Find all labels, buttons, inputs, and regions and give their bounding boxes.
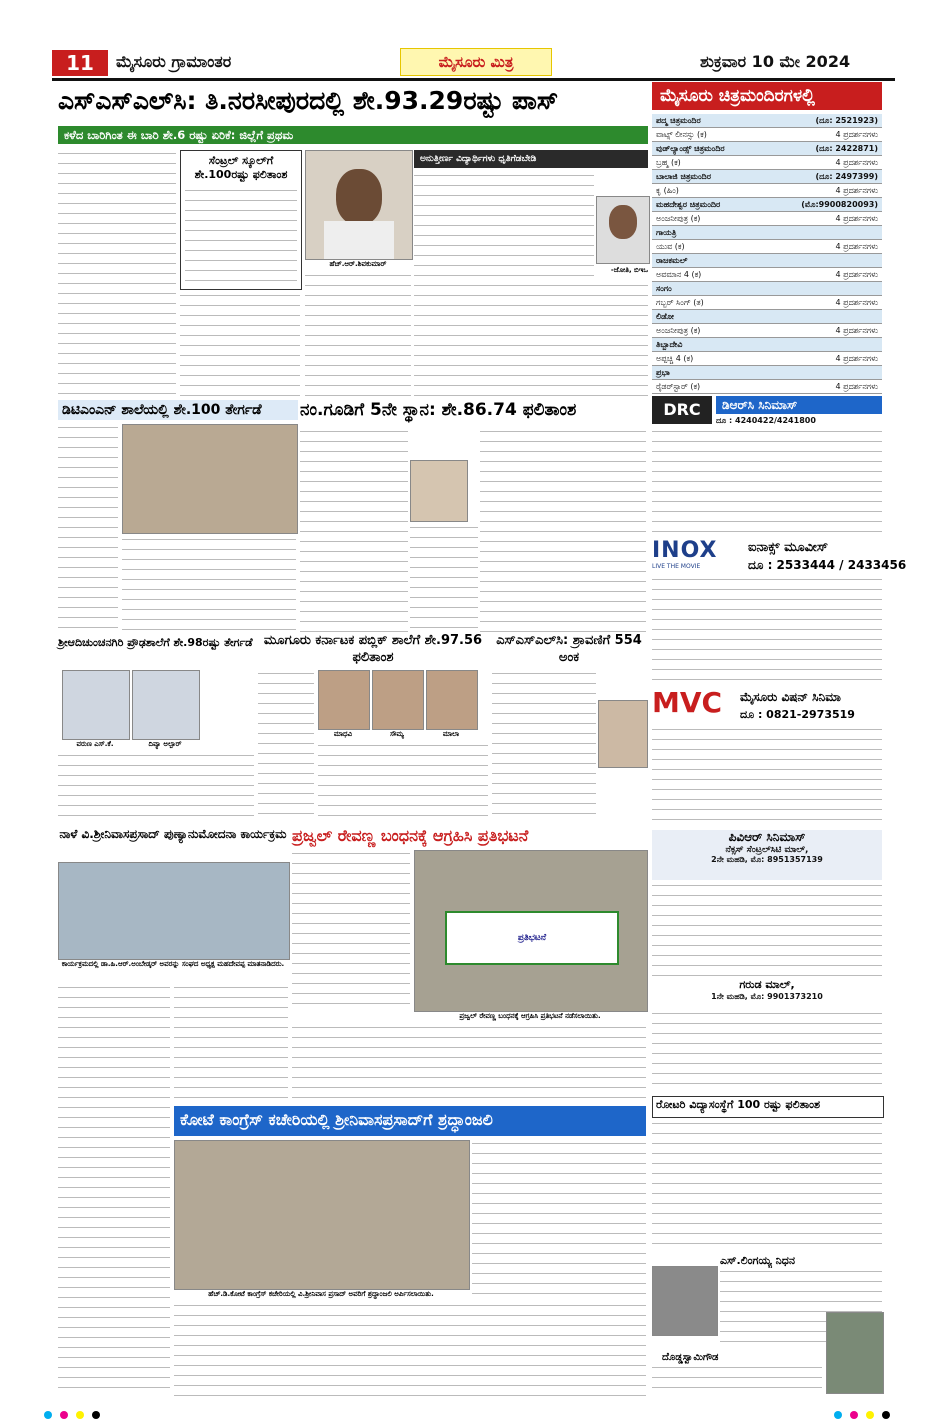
moogur-photo-3 <box>426 670 478 730</box>
obituary-title-1: ಎಸ್.ಲಿಂಗಯ್ಯ ನಿಧನ <box>720 1254 795 1267</box>
moogur-col1 <box>258 670 314 820</box>
theatre-row-shows: 4 ಪ್ರದರ್ಶನಗಳು <box>835 186 878 195</box>
prajwal-col1 <box>292 850 410 1010</box>
prajwal-text <box>292 1024 646 1100</box>
theatre-row-name: ಬ್ರಹ್ಮ (ಕ) <box>656 158 681 167</box>
beo-byline: -ಜೋತಿ, ಬಿಇಒ <box>610 266 648 274</box>
dtmn-text-col <box>58 424 118 634</box>
theatre-row-shows: 4 ಪ್ರದರ್ಶನಗಳು <box>835 326 878 335</box>
mvc-title: ಮೈಸೂರು ವಿಷನ್ ಸಿನಿಮಾ <box>740 690 841 704</box>
theatre-row-shows: 4 ಪ್ರದರ್ಶನಗಳು <box>835 242 878 251</box>
prajwal-protest-photo <box>414 850 648 1012</box>
mvc-phone: ದೂ : 0821-2973519 <box>740 708 855 721</box>
garuda-phone: 1ನೇ ಮಹಡಿ, ಮೊ: 9901373210 <box>711 992 823 1001</box>
garuda-schedule <box>652 1010 882 1090</box>
moogur-photo-1 <box>318 670 370 730</box>
theatre-row <box>652 282 882 296</box>
theatre-row-name: ಪ್ರಭಾ <box>656 368 670 377</box>
paper-name: ಮೈಸೂರು ಮಿತ್ರ <box>400 48 552 76</box>
kote-photo <box>174 1140 470 1290</box>
beo-photo <box>596 196 650 264</box>
moogur-cap-2: ಸೌಮ್ಯ <box>390 730 404 738</box>
dtmn-text-col2 <box>122 536 296 634</box>
pvr-title: ಪಿವಿಆರ್ ಸಿನಿಮಾಸ್ <box>728 830 806 844</box>
theatre-row-name: ವುಡ್‌ಲ್ಯಾಂಡ್ಸ್ ಚಿತ್ರಮಂದಿರ <box>656 144 725 153</box>
obituary-title-2: ದೊಡ್ಡಸ್ವಾಮಿಗೌಡ <box>662 1352 719 1363</box>
pvr-header <box>652 830 882 880</box>
nanjangud-col3 <box>480 428 646 632</box>
kote-col-right <box>472 1140 646 1300</box>
rotary-headline: ರೋಟರಿ ವಿದ್ಯಾಸಂಸ್ಥೆಗೆ 100 ರಷ್ಟು ಫಲಿತಾಂಶ <box>656 1098 821 1111</box>
inox-tagline: LIVE THE MOVIE <box>652 563 701 570</box>
theatre-row-shows: 4 ಪ್ರದರ್ಶನಗಳು <box>835 354 878 363</box>
inox-title: ಐನಾಕ್ಸ್ ಮೂವೀಸ್ <box>748 540 828 555</box>
prajwal-caption: ಪ್ರಜ್ವಲ್ ರೇವಣ್ಣ ಬಂಧನಕ್ಕೆ ಆಗ್ರಹಿಸಿ ಪ್ರತಿಭಟನೆ ನಡೆಸಲಾಯಿತು. <box>459 1012 601 1020</box>
theatre-row <box>652 184 882 198</box>
theatre-row-shows: 4 ಪ್ರದರ್ಶನಗಳು <box>835 270 878 279</box>
student-caption-1: ವರುಣ ಎಸ್.ಕೆ. <box>76 740 114 748</box>
theatre-row-name: ಅಂಜನೀಪುತ್ರ (ಕ) <box>656 326 701 335</box>
inox-logo-text: INOX <box>652 538 718 563</box>
adichunchanagiri-headline: ಶ್ರೀಆದಿಚುಂಚನಗಿರಿ ಪ್ರೌಢಶಾಲೆಗೆ ಶೇ.98ರಷ್ಟು ತೇರ್ಗಡೆ <box>58 636 253 649</box>
student-caption: ಹೆಚ್.ಆರ್.ಶಿವಕುಮಾರ್ <box>329 260 387 268</box>
main-story-col1 <box>58 150 176 402</box>
theatre-row <box>652 212 882 226</box>
main-story-col4 <box>414 282 648 402</box>
obituary-photo-1 <box>652 1266 718 1336</box>
theatre-row <box>652 142 882 156</box>
inox-schedule <box>652 576 882 680</box>
theatre-row <box>652 198 882 212</box>
theatre-row-shows: 4 ಪ್ರದರ್ಶನಗಳು <box>835 214 878 223</box>
theatre-row-name: ಯುವ (ಕ) <box>656 242 685 251</box>
section-title: ಮೈಸೂರು ಗ್ರಾಮಾಂತರ <box>116 52 232 71</box>
student-photo <box>305 150 413 260</box>
garuda-header <box>652 978 882 1008</box>
central-school-text <box>185 187 297 281</box>
fail-students-title: ಅನುತ್ತೀರ್ಣ ವಿದ್ಯಾರ್ಥಿಗಳು ಧೃತಿಗೆಡಬೇಡಿ <box>414 150 648 168</box>
adichunchanagiri-text <box>58 752 254 822</box>
theatre-row <box>652 128 882 142</box>
pvr-phone: 2ನೇ ಮಹಡಿ, ಮೊ: 8951357139 <box>711 855 823 864</box>
theatre-row-phone: (ದೂ: 2521923) <box>815 116 878 125</box>
dtmn-headline: ಡಿಟಿಎಂಎನ್ ಶಾಲೆಯಲ್ಲಿ ಶೇ.100 ತೇರ್ಗಡೆ <box>62 402 262 418</box>
shravani-photo <box>598 700 648 768</box>
pvr-location: ನೆಕ್ಸಸ್ ಸೆಂಟ್ರಲ್‌ಸಿಟಿ ಮಾಲ್, <box>725 845 809 855</box>
theatre-row <box>652 240 882 254</box>
beo-face <box>609 205 637 239</box>
inox-phone: ದೂ : 2533444 / 2433456 <box>748 558 907 572</box>
beo-text <box>414 172 594 280</box>
srinivas-col3 <box>58 1104 170 1396</box>
shravani-text <box>492 670 596 820</box>
theatre-row <box>652 310 882 324</box>
main-subhead: ಕಳೆದ ಬಾರಿಗಿಂತ ಈ ಬಾರಿ ಶೇ.6 ರಷ್ಟು ಏರಿಕೆ: ಜಿಲ್ಲೆಗೆ ಪ್ರಥಮ <box>58 126 648 144</box>
protest-banner: ಪ್ರತಿಭಟನೆ <box>445 911 619 965</box>
theatre-row-name: ಕೃ (ಹಿಂ) <box>656 186 679 195</box>
theatre-row-name: ಮಹದೇಶ್ವರ ಚಿತ್ರಮಂದಿರ <box>656 200 721 209</box>
obituary-photo-2 <box>826 1312 884 1394</box>
theatre-row-name: ಲಿಡೋ <box>656 312 674 321</box>
theatre-row <box>652 352 882 366</box>
kote-caption: ಹೆಚ್.ಡಿ.ಕೋಟೆ ಕಾಂಗ್ರೆಸ್ ಕಚೇರಿಯಲ್ಲಿ ವಿ.ಶ್ರೀನಿವಾಸ ಪ್ರಸಾದ್ ಅವರಿಗೆ ಶ್ರದ್ಧಾಂಜಲಿ ಅರ್ಪಿಸಲಾಯಿತು. <box>208 1290 434 1298</box>
shirt-shape <box>324 221 394 259</box>
theatre-row-shows: 4 ಪ್ರದರ್ಶನಗಳು <box>835 130 878 139</box>
nanjangud-headline: ನಂ.ಗೂಡಿಗೆ 5ನೇ ಸ್ಥಾನ: ಶೇ.86.74 ಫಲಿತಾಂಶ <box>300 400 577 420</box>
theatre-listing <box>652 114 882 394</box>
theatre-row-name: ವಾಟ್ಸ್‌ ಲೀನಸ್ಸು (ಕ) <box>656 130 707 139</box>
theatre-row-name: ಸಂಗಂ <box>656 284 672 293</box>
inox-logo <box>652 538 740 572</box>
main-story-col3 <box>305 272 411 402</box>
moogur-photo-2 <box>372 670 424 730</box>
srinivas-col2 <box>174 984 288 1100</box>
theatre-row-phone: (ಮೊ:9900820093) <box>801 200 878 209</box>
moogur-headline: ಮೂಗೂರು ಕರ್ನಾಟಕ ಪಬ್ಲಿಕ್ ಶಾಲೆಗೆ ಶೇ.97.56 ಫಲಿತಾಂಶ <box>263 633 483 665</box>
theatre-row <box>652 268 882 282</box>
theatre-row-name: ಅಪ್ಪಚ್ಚಿ 4 (ಕ) <box>656 354 694 363</box>
student-caption-2: ದಿವ್ಯಾ ಅಲ್ಪಾರ್ <box>148 740 182 748</box>
mvc-schedule <box>652 726 882 826</box>
kote-headline: ಕೋಟೆ ಕಾಂಗ್ರೆಸ್ ಕಚೇರಿಯಲ್ಲಿ ಶ್ರೀನಿವಾಸಪ್ರಸಾದ್‌ಗೆ ಶ್ರದ್ಧಾಂಜಲಿ <box>180 1110 493 1129</box>
theatre-row <box>652 156 882 170</box>
moogur-cap-1: ಮಾಧವಿ <box>333 730 353 738</box>
drc-schedule <box>652 428 882 532</box>
student-photo-1 <box>62 670 130 740</box>
theatre-row-name: ರೈಡರ್‌ಸ್ಟಾರ್ (ಕ) <box>656 382 701 391</box>
theatre-row <box>652 380 882 394</box>
theatre-row <box>652 226 882 240</box>
page-number-box: 11 <box>52 50 108 76</box>
theatre-row <box>652 366 882 380</box>
drc-phone: ದೂ : 4240422/4241800 <box>716 416 816 425</box>
theatre-row-name: ಪದ್ಮ ಚಿತ್ರಮಂದಿರ <box>656 116 701 125</box>
central-school-box <box>180 150 302 290</box>
theatre-row-name: ಅವಮಾನ 4 (ಕ) <box>656 270 702 279</box>
theatre-row-shows: 4 ಪ್ರದರ್ಶನಗಳು <box>835 382 878 391</box>
srinivas-headline: ನಾಳೆ ವಿ.ಶ್ರೀನಿವಾಸಪ್ರಸಾದ್ ಪುಣ್ಯಾನುಮೋದನಾ ಕಾರ್ಯಕ್ರಮ <box>59 827 287 841</box>
nanjangud-col1 <box>300 428 408 632</box>
main-story-col2b <box>180 292 300 402</box>
srinivas-event-caption: ಕಾರ್ಯಕ್ರಮದಲ್ಲಿ ಡಾ.ಹಿ.ಆರ್.ಅಂಬೇಡ್ಕರ್ ಅವರನ್ನು ಸಂಘದ ಅಧ್ಯಕ್ಷ ಮಹದೇವಪ್ಪ ಮಾತನಾಡಿದರು. <box>61 960 285 968</box>
theatre-row-name: ಗಬ್ಬರ್ ಸಿಂಗ್ (ತ) <box>656 298 704 307</box>
theatre-row <box>652 170 882 184</box>
face-shape <box>336 169 382 225</box>
srinivas-col1 <box>58 984 170 1100</box>
garuda-title: ಗರುಡ ಮಾಲ್, <box>739 978 795 991</box>
student-photo-2 <box>132 670 200 740</box>
srinivas-event-photo <box>58 862 290 960</box>
theatre-row-phone: (ದೂ: 2422871) <box>815 144 878 153</box>
issue-date: ಶುಕ್ರವಾರ 10 ಮೇ 2024 <box>700 52 851 71</box>
registration-marks-right <box>830 1404 894 1423</box>
theatre-row-name: ಅಂಜನೀಪುತ್ರ (ಕ) <box>656 214 701 223</box>
theatre-listing-title: ಮೈಸೂರು ಚಿತ್ರಮಂದಿರಗಳಲ್ಲಿ <box>652 82 882 110</box>
shravani-headline: ಎಸ್‌ಎಸ್‌ಎಲ್‌ಸಿ: ಶ್ರಾವಣಿಗೆ 554 ಅಂಕ <box>496 633 642 665</box>
theatre-row <box>652 296 882 310</box>
drc-logo: DRC <box>652 396 712 424</box>
pvr-schedule <box>652 882 882 976</box>
dtmn-photo <box>122 424 298 534</box>
drc-title: ಡಿಆರ್‌ಸಿ ಸಿನಿಮಾಸ್ <box>716 396 882 414</box>
theatre-row <box>652 114 882 128</box>
theatre-row-shows: 4 ಪ್ರದರ್ಶನಗಳು <box>835 298 878 307</box>
main-headline: ಎಸ್‌ಎಸ್‌ಎಲ್‌ಸಿ: ತಿ.ನರಸೀಪುರದಲ್ಲಿ ಶೇ.93.29ರಷ್ಟು ಪಾಸ್ <box>58 86 559 115</box>
central-school-title: ಸೆಂಟ್ರಲ್ ಸ್ಕೂಲ್‌ಗೆ ಶೇ.100ರಷ್ಟು ಫಲಿತಾಂಶ <box>194 154 288 181</box>
theatre-row-name: ಗಾಯತ್ರಿ <box>656 228 677 237</box>
theatre-row <box>652 254 882 268</box>
registration-marks-left <box>40 1404 104 1423</box>
kote-text <box>174 1302 646 1396</box>
prajwal-headline: ಪ್ರಜ್ವಲ್ ರೇವಣ್ಣ ಬಂಧನಕ್ಕೆ ಆಗ್ರಹಿಸಿ ಪ್ರತಿಭಟನೆ <box>292 826 529 845</box>
nanjangud-col2 <box>410 524 478 632</box>
moogur-cap-3: ಮಾಲಾ <box>442 730 460 738</box>
theatre-row-name: ಬಾಲಾಜಿ ಚಿತ್ರಮಂದಿರ <box>656 172 711 181</box>
nanjangud-student-photo <box>410 460 468 522</box>
rotary-text <box>652 1120 882 1252</box>
theatre-row <box>652 324 882 338</box>
obituary-text-2 <box>652 1364 822 1396</box>
theatre-row-phone: (ದೂ: 2497399) <box>815 172 878 181</box>
theatre-row-name: ರಾಜಕಮಲ್ <box>656 256 688 265</box>
mvc-logo: MVC <box>652 686 723 719</box>
theatre-row <box>652 338 882 352</box>
theatre-row-shows: 4 ಪ್ರದರ್ಶನಗಳು <box>835 158 878 167</box>
moogur-col2 <box>318 742 488 822</box>
theatre-row-name: ತಿಬ್ಬಾದೇವಿ <box>656 340 683 349</box>
